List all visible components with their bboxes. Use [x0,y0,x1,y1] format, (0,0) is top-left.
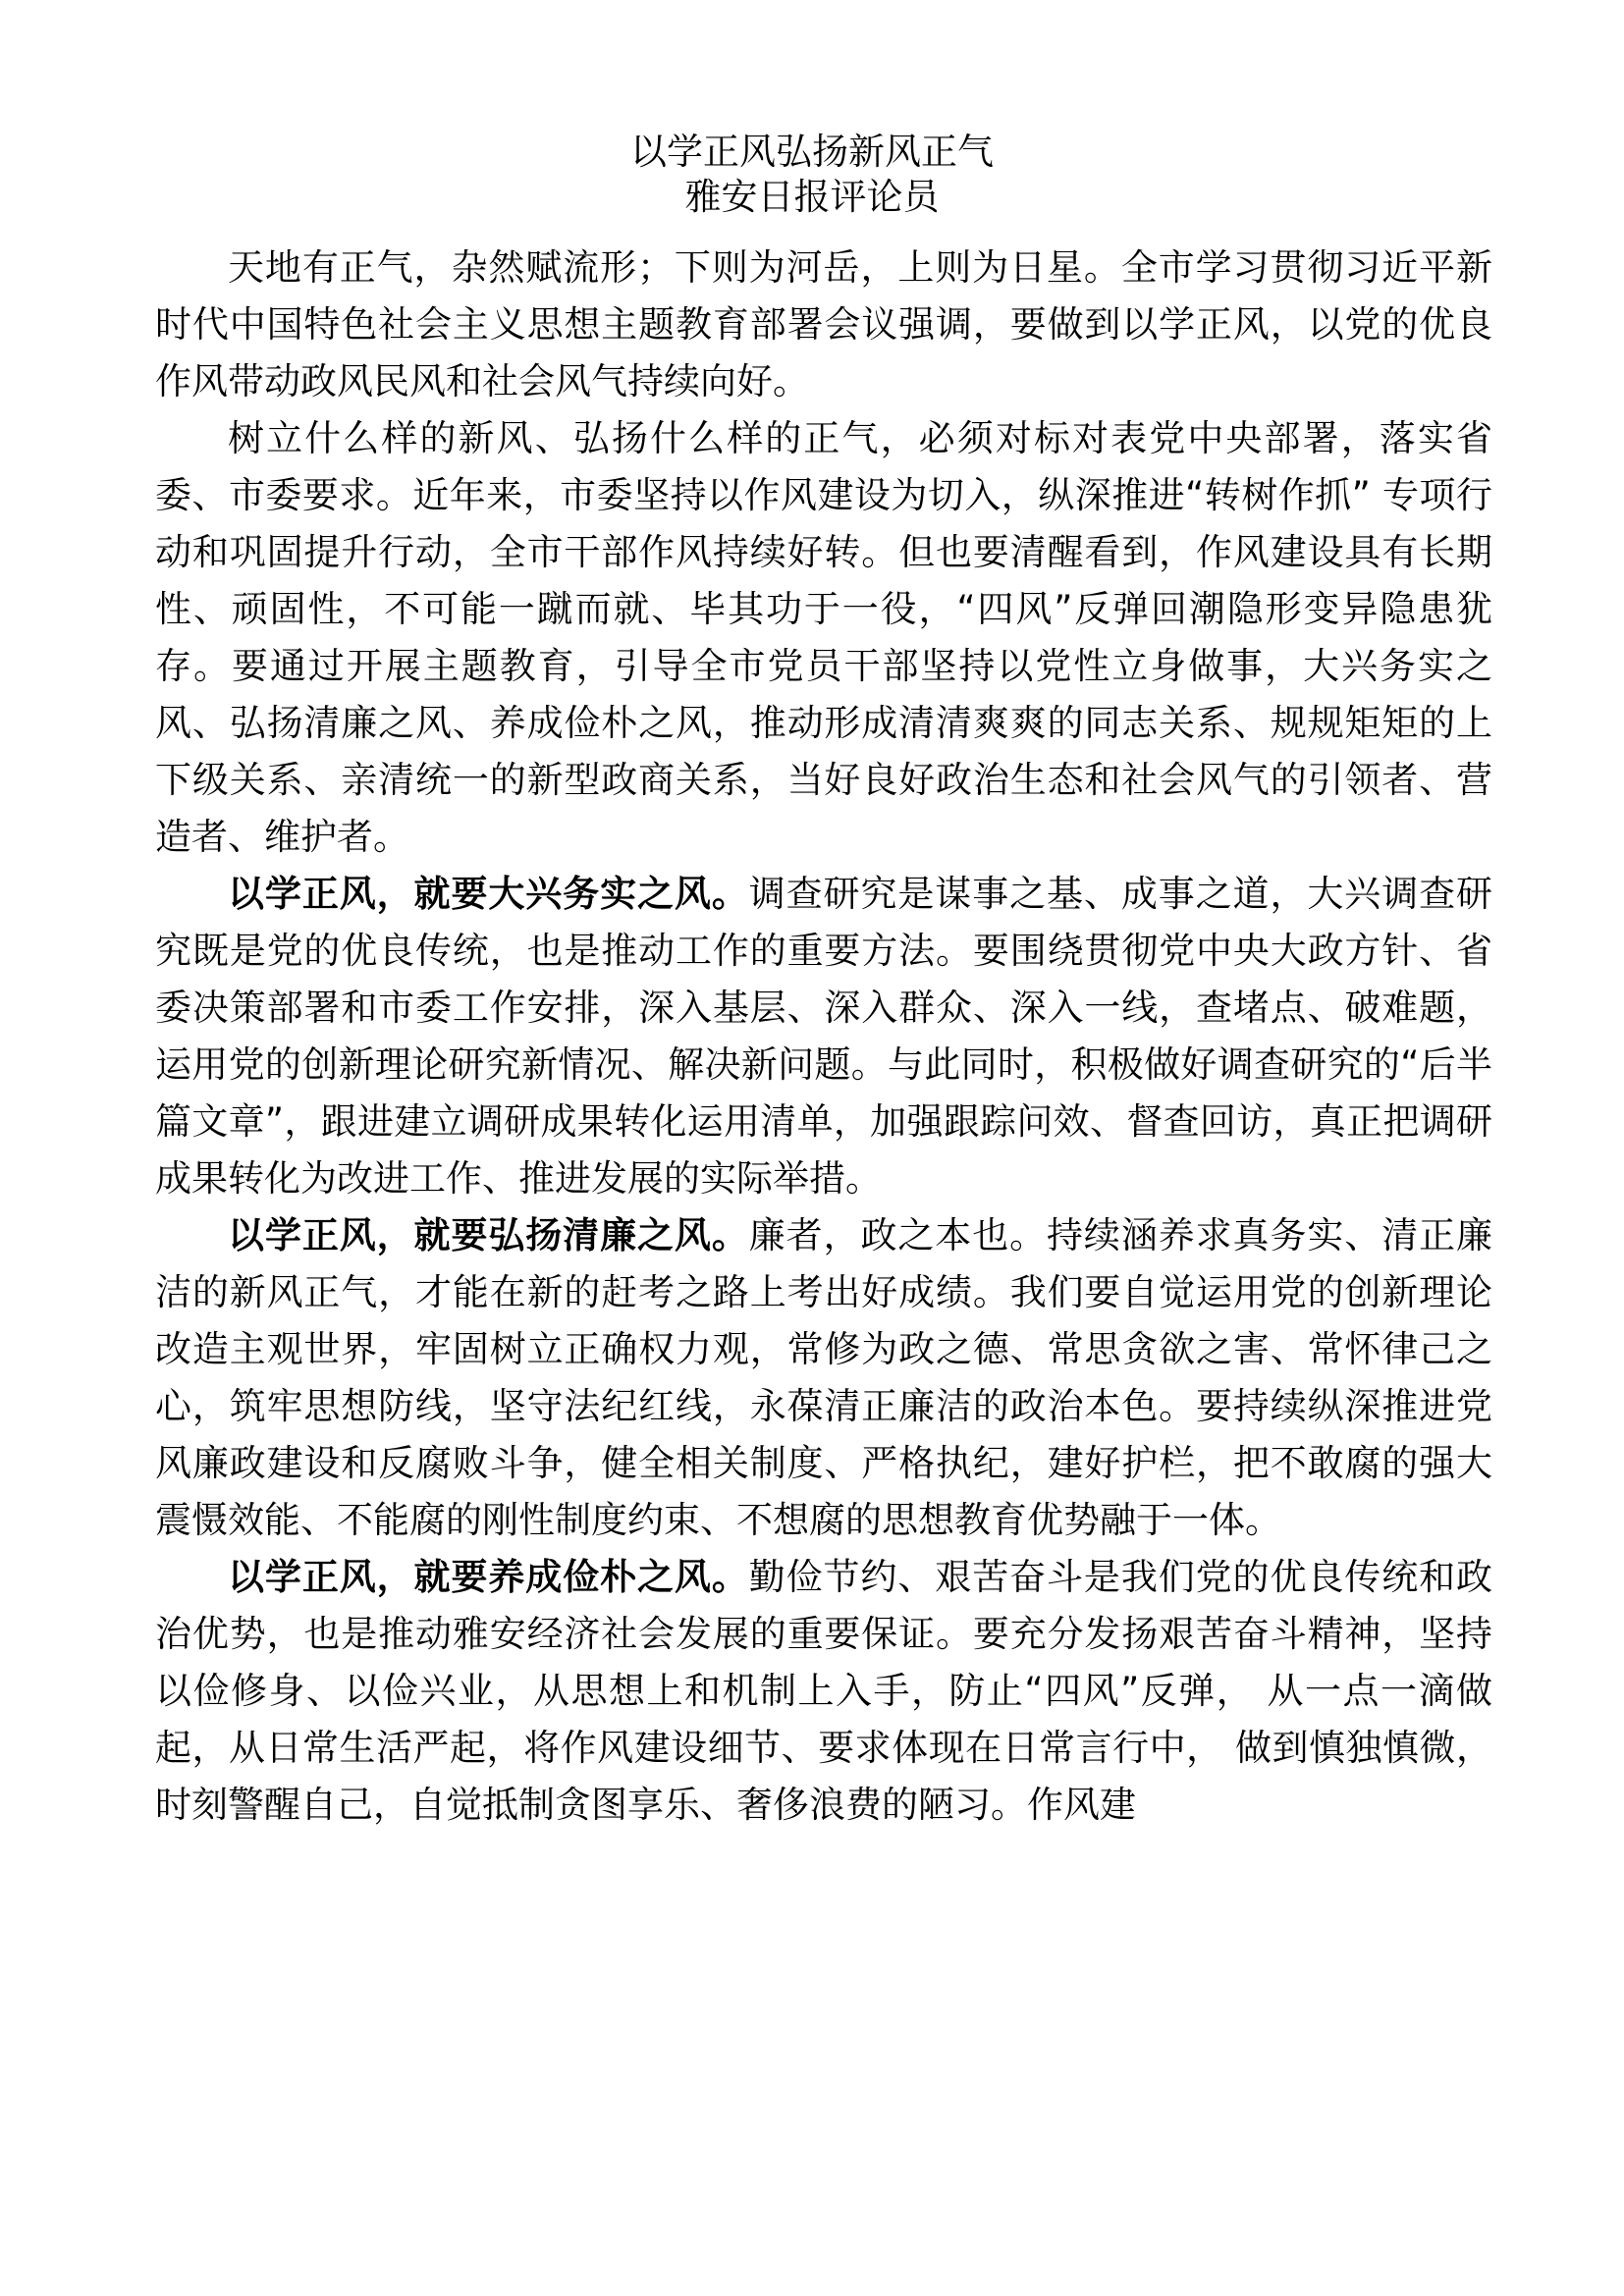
paragraph-text: 树立什么样的新风、弘扬什么样的正气，必须对标对表党中央部署，落实省委、市委要求。近年来，市委坚持以作风建设为切入，纵深推进“转树作抓” 专项行动和巩固提升行动，全市干部作风持续好转。但也要清醒看到，作风建设具有长期性、顽固性，不可能一蹴而就、毕其功于一役，“四风”反弹回潮隐形变异隐患犹存。要通过开展主题教育，引导全市党员干部坚持以党性立身做事，大兴务实之风、弘扬清廉之风、养成俭朴之风，推动形成清清爽爽的同志关系、规规矩矩的上下级关系、亲清统一的新型政商关系，当好良好政治生态和社会风气的引领者、营造者、维护者。 [155,417,1492,858]
paragraph-text: 天地有正气，杂然赋流形；下则为河岳，上则为日星。全市学习贯彻习近平新时代中国特色社会主义思想主题教育部署会议强调，要做到以学正风，以党的优良作风带动政风民风和社会风气持续向好。 [155,246,1492,402]
paragraph [155,240,1492,410]
paragraph [155,410,1492,866]
paragraph-lead: 以学正风，就要养成俭朴之风。 [228,1556,749,1598]
article-body [155,240,1492,1834]
paragraph-text: 勤俭节约、艰苦奋斗是我们党的优良传统和政治优势，也是推动雅安经济社会发展的重要保证。要充分发扬艰苦奋斗精神，坚持以俭修身、以俭兴业，从思想上和机制上入手，防止“四风”反弹， 从一点一滴做起，从日常生活严起，将作风建设细节、要求体现在日常言行中， 做到慎独慎微，时刻警醒自己，自觉抵制贪图享乐、奢侈浪费的陋习。作风建 [155,1556,1493,1826]
paragraph-lead: 以学正风，就要弘扬清廉之风。 [228,1214,749,1256]
article-title: 以学正风弘扬新风正气 [630,131,994,173]
paragraph-lead: 以学正风，就要大兴务实之风。 [228,873,749,915]
title-block [0,130,1624,220]
paragraph [155,866,1492,1207]
paragraph-text: 调查研究是谋事之基、成事之道，大兴调查研究既是党的优良传统，也是推动工作的重要方法。要围绕贯彻党中央大政方针、省委决策部署和市委工作安排，深入基层、深入群众、深入一线，查堵点、破难题，运用党的创新理论研究新情况、解决新问题。与此同时，积极做好调查研究的“后半篇文章”，跟进建立调研成果转化运用清单，加强跟踪问效、督查回访，真正把调研成果转化为改进工作、推进发展的实际举措。 [155,873,1493,1200]
paragraph-text: 廉者，政之本也。持续涵养求真务实、清正廉洁的新风正气，才能在新的赶考之路上考出好成绩。我们要自觉运用党的创新理论改造主观世界，牢固树立正确权力观，常修为政之德、常思贪欲之害、常怀律己之心，筑牢思想防线，坚守法纪红线，永葆清正廉洁的政治本色。要持续纵深推进党风廉政建设和反腐败斗争，健全相关制度、严格执纪，建好护栏，把不敢腐的强大震慑效能、不能腐的刚性制度约束、不想腐的思想教育优势融于一体。 [155,1214,1493,1541]
paragraph [155,1549,1492,1834]
paragraph [155,1207,1492,1549]
article-byline: 雅安日报评论员 [684,176,940,218]
